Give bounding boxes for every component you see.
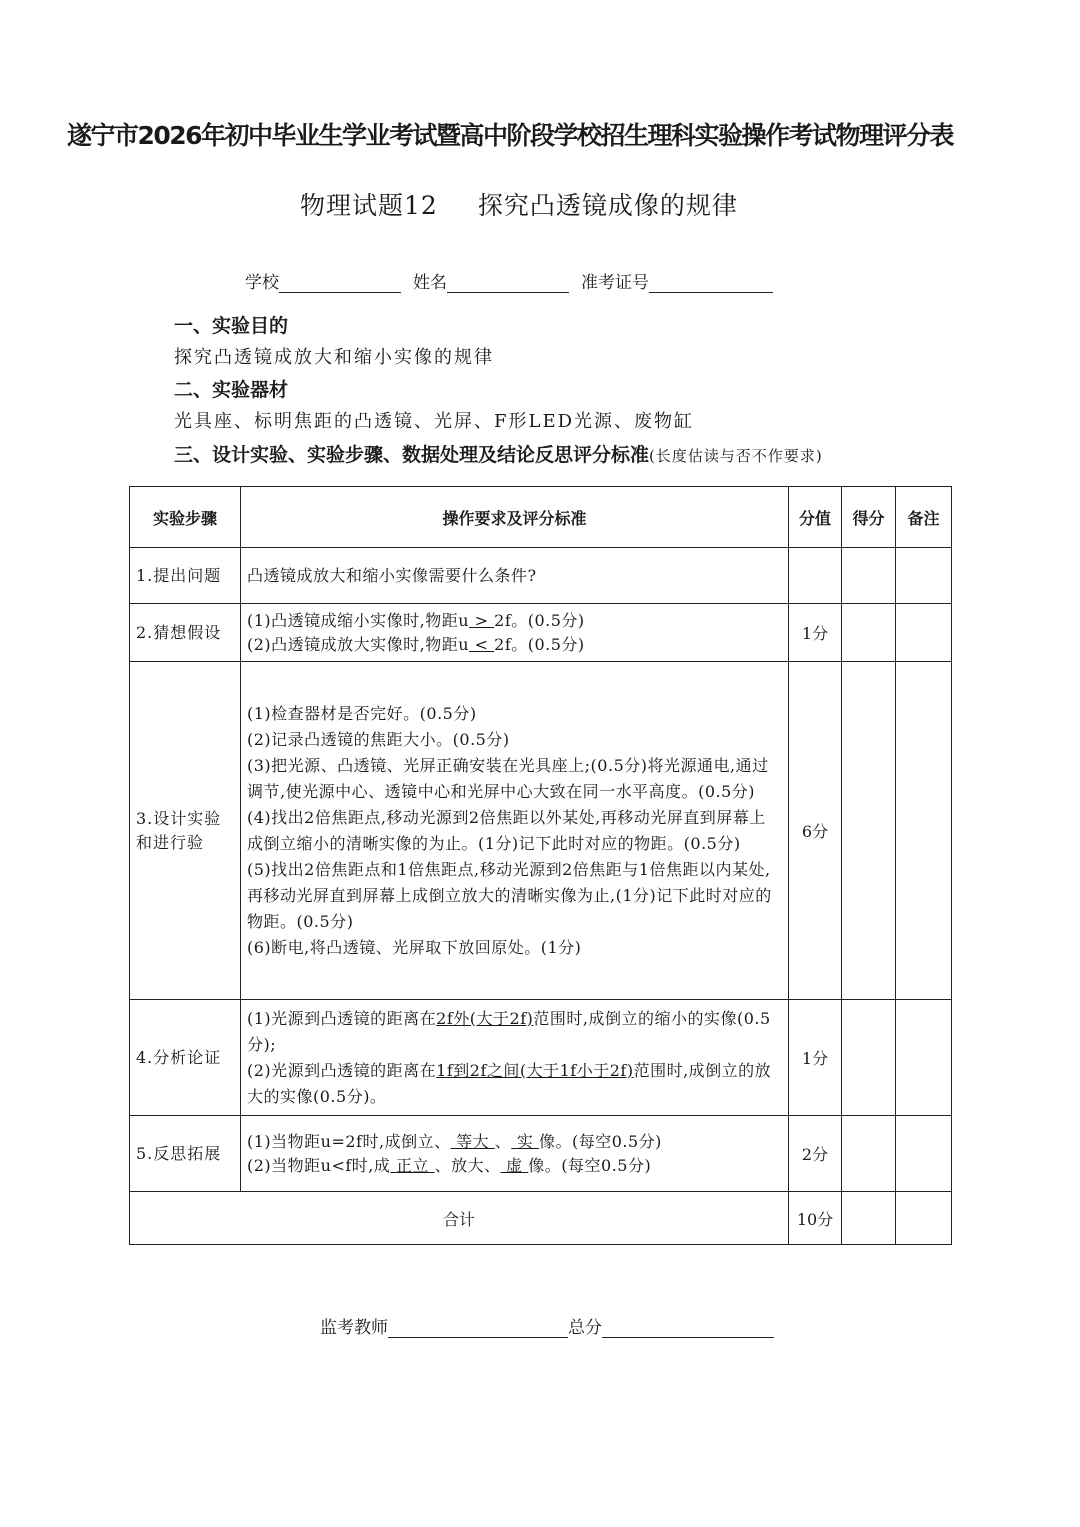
score-cell[interactable] [842,604,896,662]
requirement-cell: (1)当物距u=2f时,成倒立、 等大 、 实 像。(每空0.5分) (2)当物距u<f时,成 正立 、放大、 虚 像。(每空0.5分) [241,1116,789,1192]
points-cell: 6分 [789,662,842,1000]
points-cell: 1分 [789,604,842,662]
table-row [130,662,952,1000]
table-row [130,1000,952,1116]
remark-cell[interactable] [896,662,952,1000]
school-label: 学校 [245,273,279,293]
section-2-text: 光具座、标明焦距的凸透镜、光屏、F形LED光源、废物缸 [174,411,695,432]
proctor-label: 监考教师 [320,1318,388,1338]
section-1-heading: 一、实验目的 [174,315,289,337]
subtitle [300,186,738,222]
total-points: 10分 [789,1192,842,1245]
table-row [130,1116,952,1192]
section-3-note: (长度估读与否不作要求) [649,447,823,465]
total-label: 合计 [130,1192,789,1245]
remark-cell[interactable] [896,1000,952,1116]
table-row [130,548,952,604]
score-cell[interactable] [842,662,896,1000]
section-3-heading [174,440,823,467]
name-field[interactable] [447,274,569,293]
total-score-field[interactable] [602,1319,774,1338]
proctor-field[interactable] [388,1319,568,1338]
total-remark-cell[interactable] [896,1192,952,1245]
total-score-cell[interactable] [842,1192,896,1245]
exam-no-label: 准考证号 [581,273,649,293]
section-2-heading: 二、实验器材 [174,379,289,401]
table-header-row [130,487,952,548]
points-cell: 1分 [789,1000,842,1116]
header-requirement: 操作要求及评分标准 [241,487,789,548]
remark-cell[interactable] [896,604,952,662]
signature-line [320,1313,774,1338]
page-title: 遂宁市2026年初中毕业生学业考试暨高中阶段学校招生理科实验操作考试物理评分表 [66,121,954,150]
score-cell[interactable] [842,1000,896,1116]
points-cell [789,548,842,604]
header-score: 得分 [842,487,896,548]
total-row [130,1192,952,1245]
score-cell[interactable] [842,1116,896,1192]
remark-cell[interactable] [896,548,952,604]
question-code: 物理试题12 [300,191,438,220]
remark-cell[interactable] [896,1116,952,1192]
requirement-cell: (1)凸透镜成缩小实像时,物距u > 2f。(0.5分) (2)凸透镜成放大实像时,物距u < 2f。(0.5分) [241,604,789,662]
step-cell: 4.分析论证 [130,1000,241,1116]
school-field[interactable] [279,274,401,293]
step-cell: 5.反思拓展 [130,1116,241,1192]
step-cell: 1.提出问题 [130,548,241,604]
step-cell: 3.设计实验和进行验 [130,662,241,1000]
total-score-label: 总分 [568,1318,602,1338]
table-row [130,604,952,662]
points-cell: 2分 [789,1116,842,1192]
name-label: 姓名 [413,273,447,293]
exam-no-field[interactable] [649,274,773,293]
id-fields [245,268,785,293]
header-step: 实验步骤 [130,487,241,548]
scoring-table [129,486,952,1245]
header-remark: 备注 [896,487,952,548]
requirement-cell: 凸透镜成放大和缩小实像需要什么条件? [241,548,789,604]
step-cell: 2.猜想假设 [130,604,241,662]
requirement-cell: (1)光源到凸透镜的距离在2f外(大于2f)范围时,成倒立的缩小的实像(0.5分); (2)光源到凸透镜的距离在1f到2f之间(大于1f小于2f)范围时,成倒立的放大的实像(0.5分)。 [241,1000,789,1116]
section-1-text: 探究凸透镜成放大和缩小实像的规律 [174,347,494,368]
header-points: 分值 [789,487,842,548]
section-3-title: 三、设计实验、实验步骤、数据处理及结论反思评分标准 [174,444,650,466]
score-cell[interactable] [842,548,896,604]
question-topic: 探究凸透镜成像的规律 [477,191,738,220]
requirement-cell: (1)检查器材是否完好。(0.5分) (2)记录凸透镜的焦距大小。(0.5分) (3)把光源、凸透镜、光屏正确安装在光具座上;(0.5分)将光源通电,通过调节,使光源中心、透镜中心和光屏中心大致在同一水平高度。(0.5分) (4)找出2倍焦距点,移动光源到2倍焦距以外某处,再移动光屏直到屏幕上成倒立缩小的清晰实像的为止。(1分)记下此时对应的物距。(0.5分) (5)找出2倍焦距点和1倍焦距点,移动光源到2倍焦距与1倍焦距以内某处,再移动光屏直到屏幕上成倒立放大的清晰实像为止,(1分)记下此时对应的物距。(0.5分) (6)断电,将凸透镜、光屏取下放回原处。(1分) [241,662,789,1000]
